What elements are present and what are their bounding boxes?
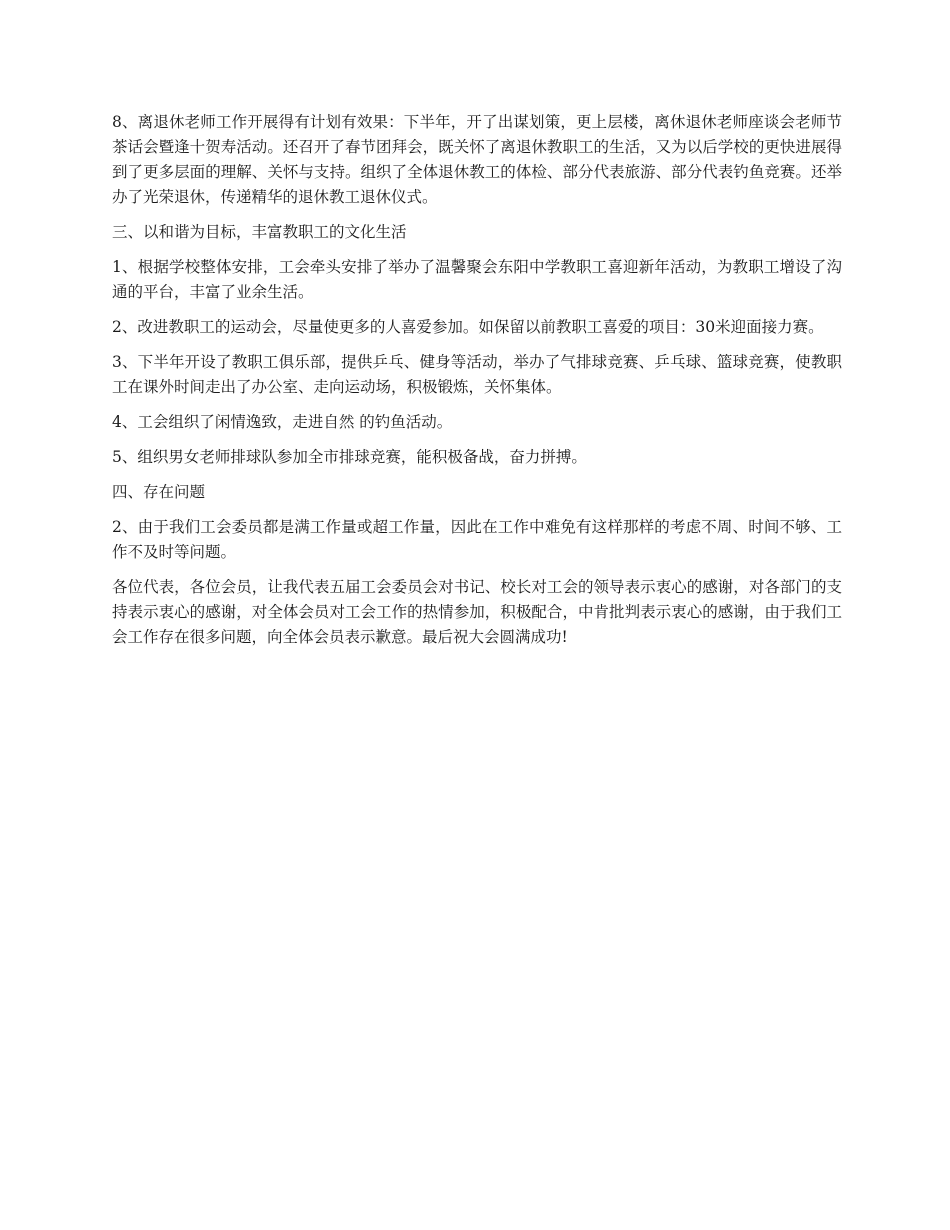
paragraph-closing-remarks: 各位代表，各位会员，让我代表五届工会委员会对书记、校长对工会的领导表示衷心的感谢，对各部门的支持表示衷心的感谢，对全体会员对工会工作的热情参加，积极配合，中肯批判表示衷心的感谢，由于我们工会工作存在很多问题，向全体会员表示歉意。最后祝大会圆满成功! bbox=[112, 578, 842, 646]
section-heading-problems: 四、存在问题 bbox=[112, 483, 206, 501]
section-heading-culture: 三、以和谐为目标，丰富教职工的文化生活 bbox=[112, 223, 407, 241]
paragraph-new-year-event: 1、根据学校整体安排，工会牵头安排了举办了温馨聚会东阳中学教职工喜迎新年活动，为教职工增设了沟通的平台，丰富了业余生活。 bbox=[112, 258, 842, 301]
paragraph-retired-teachers: 8、离退休老师工作开展得有计划有效果：下半年，开了出谋划策，更上层楼，离休退休老师座谈会老师节茶话会暨逢十贺寿活动。还召开了春节团拜会，既关怀了离退休教职工的生活，又为以后学校的更快进展得到了更多层面的理解、关怀与支持。组织了全体退休教工的体检、部分代表旅游、部分代表钓鱼竞赛。还举办了光荣退休，传递精华的退休教工退休仪式。 bbox=[112, 113, 842, 206]
paragraph-volleyball: 5、组织男女老师排球队参加全市排球竞赛，能积极备战，奋力拼搏。 bbox=[112, 448, 587, 466]
paragraph-fishing: 4、工会组织了闲情逸致，走进自然 的钓鱼活动。 bbox=[112, 413, 453, 431]
paragraph-staff-club: 3、下半年开设了教职工俱乐部，提供乒乓、健身等活动，举办了气排球竞赛、乒乓球、篮球竞赛，使教职工在课外时间走出了办公室、走向运动场，积极锻炼，关怀集体。 bbox=[112, 353, 842, 396]
paragraph-workload-issues: 2、由于我们工会委员都是满工作量或超工作量，因此在工作中难免有这样那样的考虑不周、时间不够、工作不及时等问题。 bbox=[112, 518, 842, 561]
document-body bbox=[112, 110, 842, 660]
paragraph-sports-meet: 2、改进教职工的运动会，尽量使更多的人喜爱参加。如保留以前教职工喜爱的项目：30米迎面接力赛。 bbox=[112, 318, 824, 336]
